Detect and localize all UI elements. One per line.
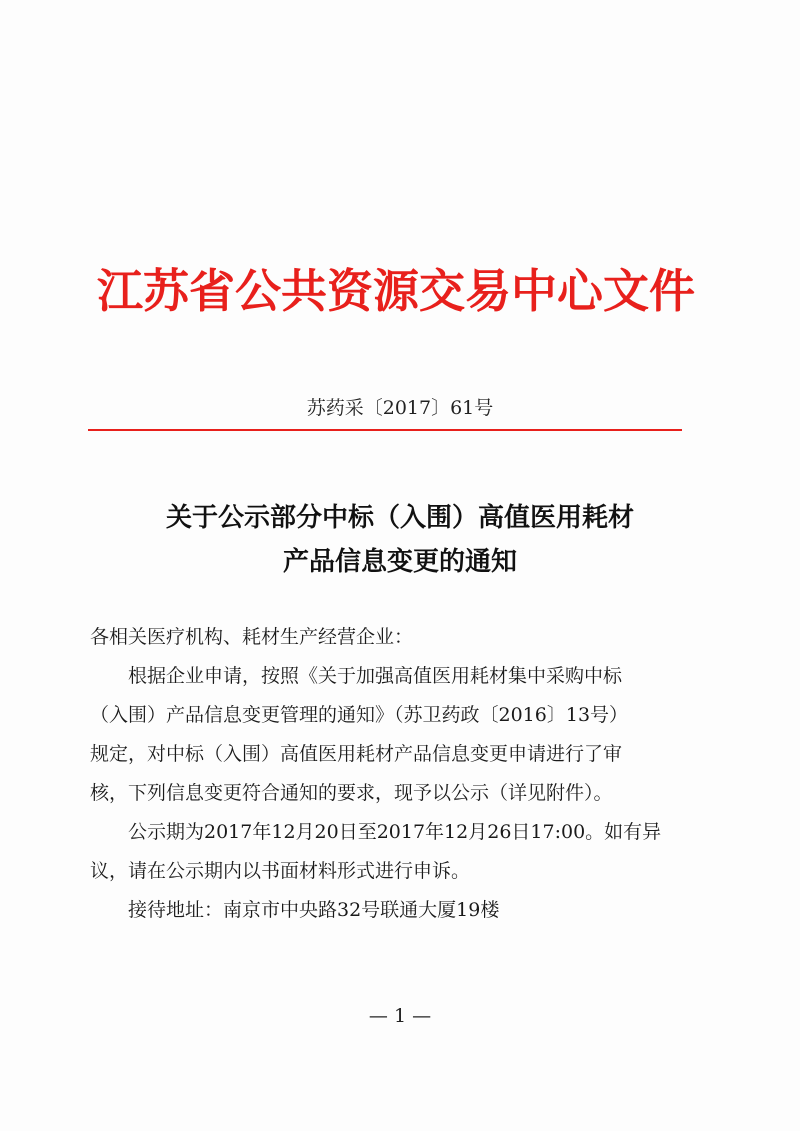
notice-title — [0, 496, 800, 584]
notice-title-line-2: 产品信息变更的通知 — [282, 547, 517, 577]
paragraph-1-line-4: 核，下列信息变更符合通知的要求，现予以公示（详见附件）。 — [90, 782, 613, 804]
paragraph-2-line-2: 议，请在公示期内以书面材料形式进行申诉。 — [90, 860, 471, 882]
paragraph-2-line-1: 公示期为2017年12月20日至2017年12月26日17:00。如有异 — [128, 821, 662, 843]
salutation: 各相关医疗机构、耗材生产经营企业： — [90, 626, 414, 648]
paragraph-1-line-2: （入围）产品信息变更管理的通知》（苏卫药政〔2016〕13号） — [90, 704, 629, 726]
notice-body — [90, 618, 710, 930]
document-number: 苏药采〔2017〕61号 — [306, 397, 494, 419]
document-header-title: 江苏省公共资源交易中心文件 — [97, 264, 695, 318]
paragraph-1-line-3: 规定，对中标（入围）高值医用耗材产品信息变更申请进行了审 — [90, 743, 623, 765]
header-divider — [88, 429, 682, 431]
notice-title-line-1: 关于公示部分中标（入围）高值医用耗材 — [165, 503, 634, 533]
paragraph-1-line-1: 根据企业申请，按照《关于加强高值医用耗材集中采购中标 — [128, 665, 623, 687]
reception-address: 接待地址：南京市中央路32号联通大厦19楼 — [128, 899, 500, 921]
page-number: — 1 — — [368, 1005, 432, 1027]
